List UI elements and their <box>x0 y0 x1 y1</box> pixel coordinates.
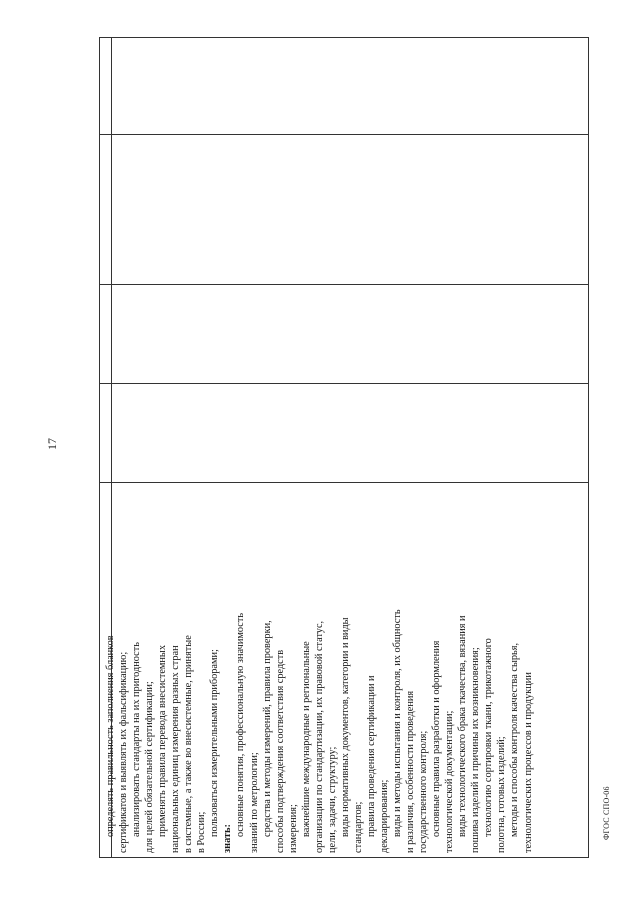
competence-line: технологию сортировки ткани, трикотажного <box>483 638 495 837</box>
competence-line: измерения; <box>287 804 299 853</box>
competence-line: средства и методы измерений, правила проверки, <box>261 620 273 837</box>
table-cell-empty <box>112 38 588 134</box>
competence-line: и различия, особенности проведения <box>405 690 417 853</box>
competence-line: важнейшие международные и региональные <box>300 641 312 837</box>
competence-line: государственного контроля; <box>418 730 430 853</box>
table-cell-empty <box>112 285 588 383</box>
competence-line: правила проведения сертификации и <box>365 675 377 837</box>
competence-line: стандартов; <box>352 801 364 853</box>
competence-line: национальных единиц измерения разных стран <box>170 645 182 853</box>
competence-line: сертификатов и выявлять их фальсификацию; <box>118 651 130 853</box>
competence-line: виды технологического брака ткачества, вязания и <box>457 615 469 837</box>
competence-line: определять правильность заполнения бланков <box>105 635 116 837</box>
page-number: 17 <box>45 438 59 450</box>
competence-line: знать: <box>222 824 234 853</box>
competence-line: полотна, готовых изделий; <box>496 736 508 853</box>
competence-line: виды и методы испытания и контроля, их общность <box>392 609 404 837</box>
competence-line: анализировать стандарты на их пригодность <box>131 642 143 837</box>
competence-text <box>104 483 585 855</box>
competence-line: основные правила разработки и оформления <box>431 640 443 837</box>
competence-line: пошива изделий и причины их возникновения; <box>470 647 482 853</box>
competence-line: методы и способы контроля качества сырья, <box>509 642 521 837</box>
competence-line: для целей обязательной сертификации; <box>144 681 156 853</box>
competence-line: в России; <box>196 811 208 853</box>
competence-line: декларирования; <box>378 779 390 853</box>
footer-label: ФГОС СПО-06 <box>602 786 611 840</box>
competence-line: способы подтверждения соответствия средств <box>274 649 286 853</box>
competence-line: технологической документации; <box>444 710 456 853</box>
competence-line: виды нормативных документов, категории и виды <box>339 617 351 837</box>
competence-line: основные понятия, профессиональную значимость <box>235 612 247 837</box>
competence-line: знаний по метрологии; <box>248 752 260 853</box>
competence-line: пользоваться измерительными приборами; <box>209 649 221 837</box>
competence-line: технологических процессов и продукции <box>522 672 534 853</box>
competence-line: цели, задачи, структуру; <box>326 746 338 853</box>
competence-line: организации по стандартизации, их правовой статус, <box>313 620 325 853</box>
competence-line: применять правила перевода внесистемных <box>157 645 169 837</box>
table-cell-empty <box>112 135 588 284</box>
competence-line: в системные, а также во внесистемные, принятые <box>183 635 195 853</box>
table-cell-empty <box>112 384 588 482</box>
